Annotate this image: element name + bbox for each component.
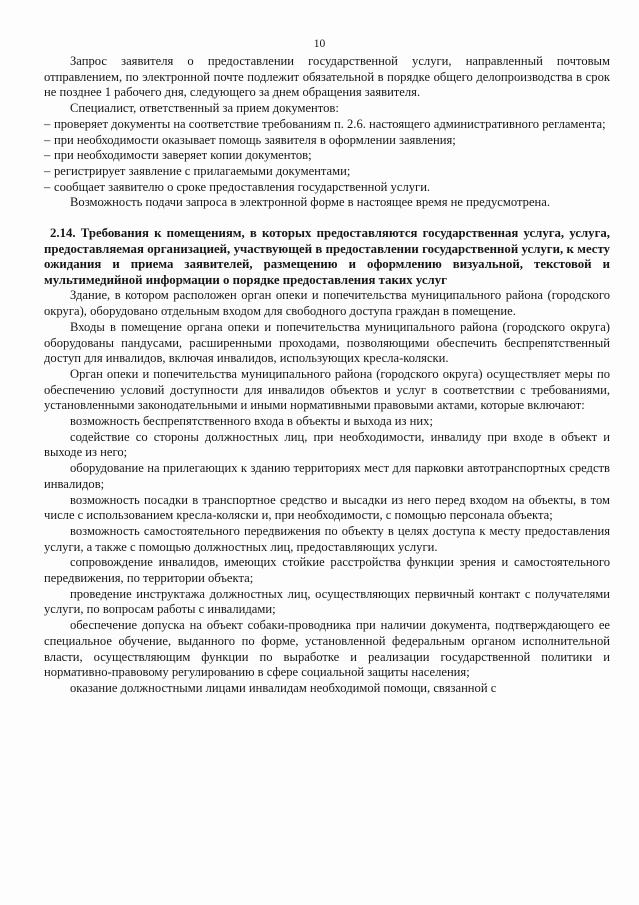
paragraph-electronic-form-note: Возможность подачи запроса в электронной форме в настоящее время не предусмотрена.	[70, 195, 551, 210]
paragraph-building-entrance: Здание, в котором расположен орган опеки и попечительства муниципального района (городского округа), оборудовано отдельным входом для свободного доступа граждан в помещение.	[44, 288, 610, 319]
accessibility-list-item: возможность беспрепятственного входа в объекты и выхода из них;	[70, 414, 433, 429]
paragraph-ramps: Входы в помещение органа опеки и попечительства муниципального района (городского округа) оборудованы пандусами, расширенными проходами, позволяющими обеспечить беспрепятственный доступ для инвалидов, включая инвалидов, использующих кресла-коляски.	[44, 319, 610, 366]
section-heading	[44, 226, 610, 288]
dash-marker: –	[44, 132, 51, 147]
accessibility-list-item: проведение инструктажа должностных лиц, осуществляющих первичный контакт с получателями услуги, по вопросам работы с инвалидами;	[44, 586, 610, 617]
accessibility-list-item: содействие со стороны должностных лиц, при необходимости, инвалиду при входе в объект и выходе из него;	[44, 429, 610, 460]
dash-item-text: сообщает заявителю о сроке предоставления государственной услуги.	[54, 179, 431, 194]
dash-item	[44, 180, 610, 196]
page-body	[44, 54, 610, 697]
section-spacer	[44, 211, 610, 226]
dash-item-text: при необходимости заверяет копии документов;	[54, 148, 312, 163]
accessibility-list-item: возможность самостоятельного передвижения по объекту в целях доступа к месту предоставления услуги, а также с помощью должностных лиц, предоставляющих услуги.	[44, 523, 610, 554]
dash-item-text: при необходимости оказывает помощь заявителя в оформлении заявления;	[54, 132, 456, 147]
accessibility-list-item: оборудование на прилегающих к зданию территориях мест для парковки автотранспортных средств инвалидов;	[44, 461, 610, 491]
dash-item	[44, 117, 610, 133]
paragraph-mail-request: Запрос заявителя о предоставлении государственной услуги, направленный почтовым отправлением, по электронной почте подлежит обязательной в порядке общего делопроизводства в срок не позднее 1 рабочего дня, следующего за днем обращения заявителя.	[44, 54, 610, 100]
accessibility-list-item: обеспечение допуска на объект собаки-проводника при наличии документа, подтверждающего ее специальное обучение, выданного по форме, установленной федеральным органом исполнительной власти, осуществляющим функции по выработке и реализации государственной политики и нормативно-правовому регулированию в сфере социальной защиты населения;	[44, 618, 610, 680]
section-title: Требования к помещениям, в которых предоставляются государственная услуга, услуга, предоставляемая организацией, участвующей в предоставлении государственной услуги, к месту ожидания и приема заявителей, размещению и оформлению визуальной, текстовой и мультимедийной информации о порядке предоставления таких услуг	[44, 226, 610, 287]
paragraph-accessibility-measures: Орган опеки и попечительства муниципального района (городского округа) осуществляет меры по обеспечению условий доступности для инвалидов объектов и услуг в соответствии с требованиями, установленными законодательными и иными нормативными правовыми актами, которые включают:	[44, 366, 610, 413]
dash-marker: –	[44, 163, 51, 178]
page-number: 10	[313, 38, 326, 50]
dash-item	[44, 133, 610, 149]
accessibility-list-item: сопровождение инвалидов, имеющих стойкие расстройства функции зрения и самостоятельного передвижения, по территории объекта;	[44, 555, 610, 586]
dash-marker: –	[44, 148, 51, 163]
dash-item-text: проверяет документы на соответствие требованиям п. 2.6. настоящего административного регламента;	[54, 116, 606, 131]
section-number: 2.14.	[50, 226, 76, 241]
dash-item	[44, 148, 610, 164]
dash-marker: –	[44, 179, 51, 194]
dash-item	[44, 164, 610, 180]
dash-marker: –	[44, 116, 51, 131]
accessibility-list-item: оказание должностными лицами инвалидам необходимой помощи, связанной с	[70, 680, 497, 695]
dash-item-text: регистрирует заявление с прилагаемыми документами;	[54, 163, 351, 178]
paragraph-specialist-intro: Специалист, ответственный за прием документов:	[70, 101, 339, 116]
accessibility-list-item: возможность посадки в транспортное средство и высадки из него перед входом на объекты, в том числе с использованием кресла-коляски и, при необходимости, с помощью персонала объекта;	[44, 492, 610, 523]
